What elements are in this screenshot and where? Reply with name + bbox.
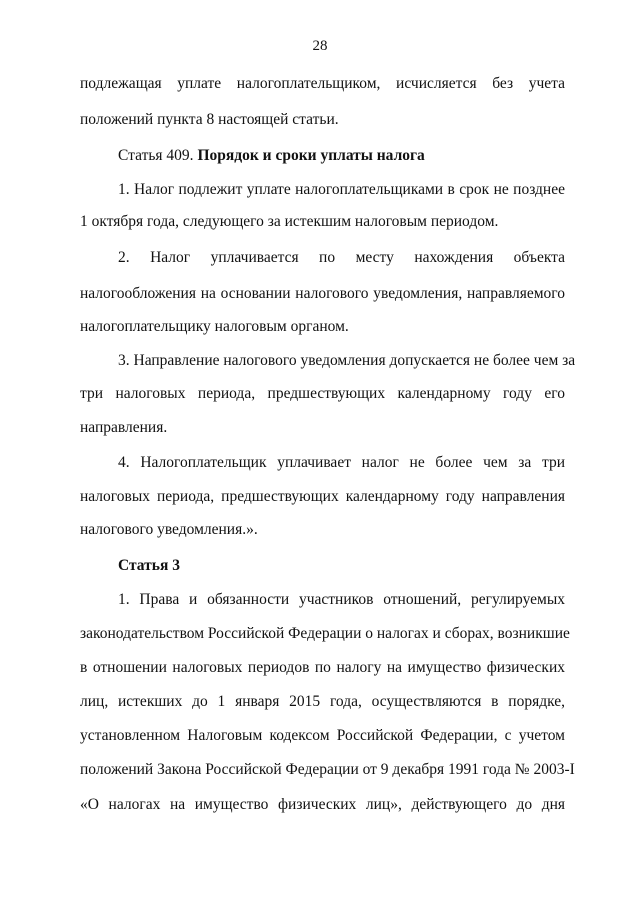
text-line: 1 октября года, следующего за истекшим налоговым периодом. [80,213,499,230]
text-line: 4. Налогоплательщик уплачивает налог не более чем за три [118,454,565,471]
text-line: налоговых периода, предшествующих календарному году направления [80,488,565,505]
article-title: Порядок и сроки уплаты налога [197,147,425,164]
text-line: подлежащая уплате налогоплательщиком, исчисляется без учета [80,75,565,92]
text-line: налогоплательщику налоговым органом. [80,318,349,335]
text-line: 2. Налог уплачивается по месту нахождения объекта [118,249,565,266]
text-line: 1. Права и обязанности участников отношений, регулируемых [118,591,565,608]
text-line: лиц, истекших до 1 января 2015 года, осуществляются в порядке, [80,693,565,710]
text-line: установленном Налоговым кодексом Российской Федерации, с учетом [80,727,565,744]
article-heading [118,146,565,166]
text-line: налогового уведомления.». [80,521,258,538]
text-line: положений пункта 8 настоящей статьи. [80,111,339,128]
text-line: законодательством Российской Федерации о налогах и сборах, возникшие [80,625,570,642]
text-line: в отношении налоговых периодов по налогу на имущество физических [80,659,565,676]
section-title: Статья 3 [118,557,180,574]
text-line: положений Закона Российской Федерации от 9 декабря 1991 года № 2003-I [80,761,575,778]
text-line: «О налогах на имущество физических лиц», действующего до дня [80,796,565,813]
page-number: 28 [312,38,328,54]
article-number: Статья 409. [118,147,194,164]
text-line: три налоговых периода, предшествующих календарному году его [80,385,565,402]
text-line: 3. Направление налогового уведомления допускается не более чем за [118,352,576,369]
section-heading [118,556,565,576]
text-line: 1. Налог подлежит уплате налогоплательщиками в срок не позднее [118,181,565,198]
text-line: налогообложения на основании налогового уведомления, направляемого [80,285,565,302]
text-line: направления. [80,419,168,436]
